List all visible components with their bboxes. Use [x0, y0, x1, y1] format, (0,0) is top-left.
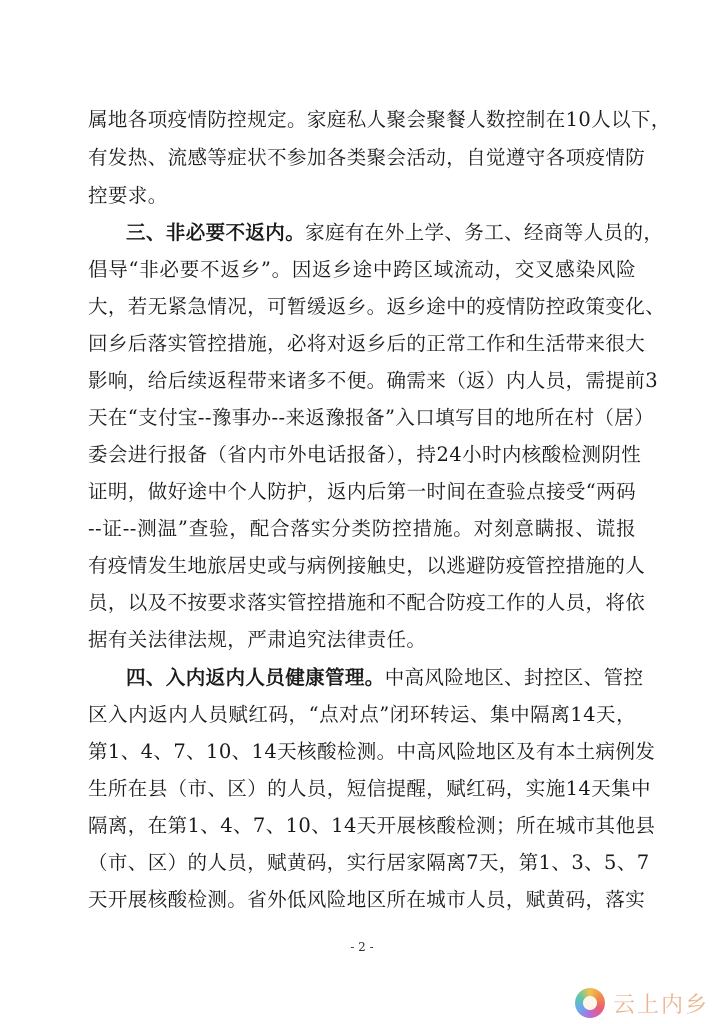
section-3-first-line: [126, 221, 664, 244]
paragraph-line: 倡导“非必要不返乡”。因返乡途中跨区域流动，交叉感染风险: [88, 258, 636, 281]
watermark-logo-icon: [575, 988, 605, 1018]
paragraph-line: 天开展核酸检测。省外低风险地区所在城市人员，赋黄码，落实: [88, 888, 646, 911]
section-3-text: 家庭有在外上学、务工、经商等人员的，: [305, 221, 664, 244]
page-number: - 2 -: [350, 940, 374, 954]
paragraph-line: 区入内返内人员赋红码，“点对点”闭环转运、集中隔离14天，: [88, 703, 636, 726]
paragraph-line: 影响，给后续返程带来诸多不便。确需来（返）内人员，需提前3: [88, 369, 659, 392]
paragraph-line: 大，若无紧急情况，可暂缓返乡。返乡途中的疫情防控政策变化、: [88, 295, 666, 318]
section-4-text: 中高风险地区、封控区、管控: [384, 666, 644, 689]
paragraph-line: 有发热、流感等症状不参加各类聚会活动，自觉遵守各项疫情防: [88, 146, 646, 169]
paragraph-line: 据有关法律法规，严肃追究法律责任。: [88, 628, 427, 651]
paragraph-line: 天在“支付宝--豫事办--来返豫报备”入口填写目的地所在村（居）: [88, 406, 655, 429]
paragraph-line: 生所在县（市、区）的人员，短信提醒，赋红码，实施14天集中: [88, 777, 651, 800]
paragraph-line: 第1、4、7、10、14天核酸检测。中高风险地区及有本土病例发: [88, 740, 656, 763]
section-4-first-line: [126, 666, 644, 689]
paragraph-line: --证--测温”查验，配合落实分类防控措施。对刻意瞒报、谎报: [88, 517, 636, 540]
paragraph-line: 委会进行报备（省内市外电话报备），持24小时内核酸检测阴性: [88, 443, 642, 466]
watermark: [575, 986, 723, 1020]
paragraph-line: 证明，做好途中个人防护，返内后第一时间在查验点接受“两码: [88, 480, 636, 503]
paragraph-line: 隔离，在第1、4、7、10、14天开展核酸检测；所在城市其他县: [88, 814, 656, 837]
paragraph-line: 员，以及不按要求落实管控措施和不配合防疫工作的人员，将依: [88, 591, 646, 614]
paragraph-line: （市、区）的人员，赋黄码，实行居家隔离7天，第1、3、5、7: [88, 851, 650, 874]
section-3-heading: 三、非必要不返内。: [126, 221, 306, 244]
watermark-text: 云上内乡: [613, 992, 710, 1018]
section-4-heading: 四、入内返内人员健康管理。: [126, 666, 385, 689]
paragraph-line: 属地各项疫情防控规定。家庭私人聚会聚餐人数控制在10人以下，: [88, 108, 671, 131]
paragraph-line: 控要求。: [88, 184, 168, 207]
paragraph-line: 有疫情发生地旅居史或与病例接触史，以逃避防疫管控措施的人: [88, 554, 646, 577]
paragraph-line: 回乡后落实管控措施，必将对返乡后的正常工作和生活带来很大: [88, 332, 646, 355]
